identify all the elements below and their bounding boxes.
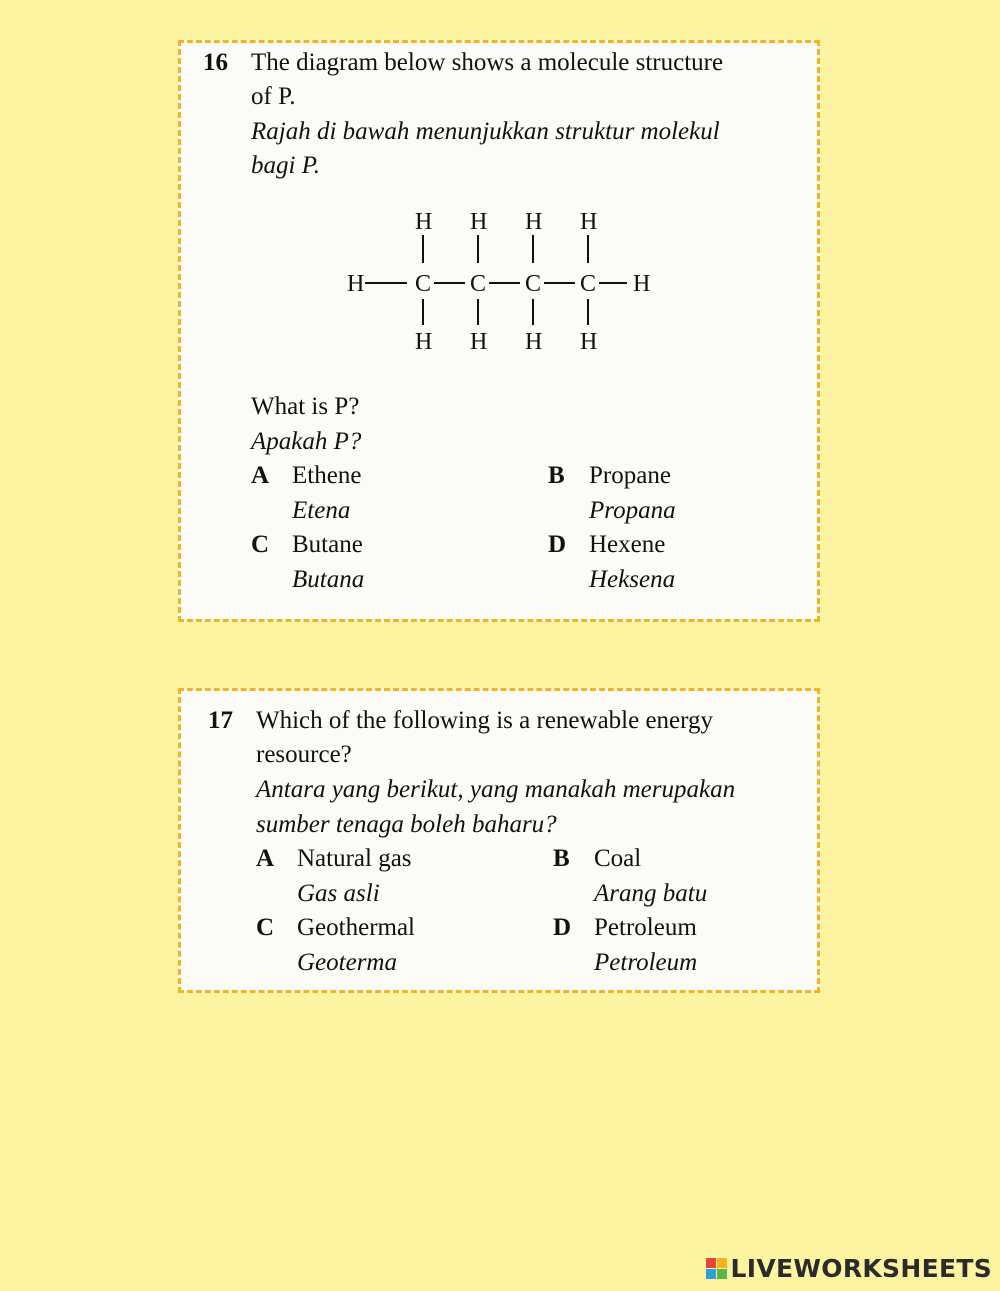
option-label-ms: Arang batu (594, 880, 708, 907)
question-text-en-cont: of P. (251, 83, 296, 110)
option-letter: B (548, 462, 565, 489)
option-label-ms: Propana (589, 497, 676, 524)
ask-text-en: What is P? (251, 393, 360, 420)
ask-text-ms: Apakah P? (251, 428, 362, 455)
option-letter: B (553, 845, 570, 872)
option-letter: C (251, 531, 270, 558)
atom-c: C (580, 271, 597, 297)
option-label-en: Hexene (589, 531, 666, 558)
atom-h: H (415, 209, 433, 235)
question-text-en: The diagram below shows a molecule structure (251, 49, 724, 76)
atom-h: H (580, 209, 598, 235)
liveworksheets-logo (706, 1254, 992, 1283)
logo-grid-icon (706, 1258, 727, 1279)
atom-h: H (415, 329, 433, 355)
butane-structure-diagram (341, 205, 661, 355)
question-17-card (178, 688, 820, 993)
option-label-ms: Petroleum (594, 949, 698, 976)
atom-h: H (525, 209, 543, 235)
question-text-en: Which of the following is a renewable energy (256, 707, 714, 734)
atom-h: H (580, 329, 598, 355)
atom-c: C (470, 271, 487, 297)
option-label-ms: Etena (292, 497, 351, 524)
option-letter: A (251, 462, 270, 489)
atom-h: H (633, 271, 651, 297)
question-number: 16 (203, 49, 228, 76)
option-label-en: Geothermal (297, 914, 416, 941)
question-text-ms: Rajah di bawah menunjukkan struktur molekul (251, 118, 720, 145)
option-label-ms: Gas asli (297, 880, 380, 907)
option-label-en: Propane (589, 462, 671, 489)
option-letter: A (256, 845, 275, 872)
question-16-card (178, 40, 820, 622)
atom-c: C (525, 271, 542, 297)
atom-h: H (470, 209, 488, 235)
question-text-en-cont: resource? (256, 741, 352, 768)
option-label-en: Petroleum (594, 914, 697, 941)
atom-h: H (525, 329, 543, 355)
option-label-en: Ethene (292, 462, 362, 489)
option-letter: D (548, 531, 567, 558)
option-letter: C (256, 914, 275, 941)
question-text-ms-cont: sumber tenaga boleh baharu? (256, 811, 557, 838)
atom-c: C (415, 271, 432, 297)
option-label-en: Butane (292, 531, 363, 558)
option-label-ms: Heksena (589, 566, 676, 593)
question-number: 17 (208, 707, 233, 734)
option-letter: D (553, 914, 572, 941)
option-label-ms: Geoterma (297, 949, 397, 976)
option-label-ms: Butana (292, 566, 365, 593)
option-label-en: Coal (594, 845, 642, 872)
question-text-ms-cont: bagi P. (251, 152, 320, 179)
atom-h: H (347, 271, 365, 297)
brand-name: LIVEWORKSHEETS (730, 1254, 992, 1283)
atom-h: H (470, 329, 488, 355)
question-text-ms: Antara yang berikut, yang manakah merupakan (256, 776, 736, 803)
option-label-en: Natural gas (297, 845, 412, 872)
